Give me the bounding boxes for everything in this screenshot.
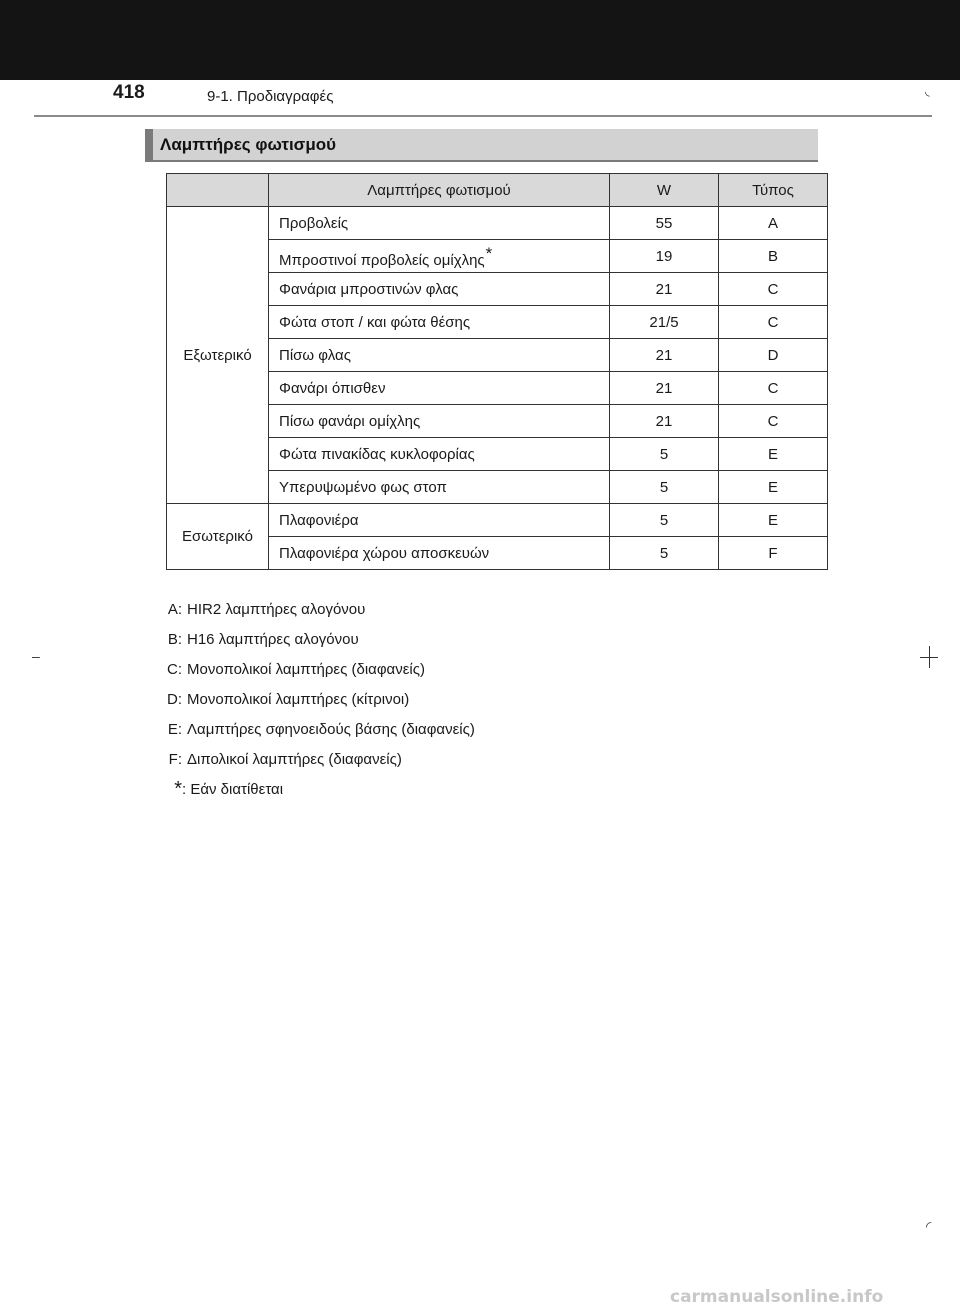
bulb-name: Πλαφονιέρα χώρου αποσκευών [279, 544, 490, 562]
crop-mark-bottom-right: ◜ [926, 1218, 932, 1234]
type-cell: E [719, 438, 828, 471]
wattage-cell: 55 [610, 207, 719, 240]
chapter-title: 9-1. Προδιαγραφές [207, 88, 334, 105]
legend-key: E: [167, 720, 182, 738]
legend-item [160, 744, 475, 774]
type-cell: F [719, 537, 828, 570]
bulb-spec-table [166, 173, 828, 570]
legend-text: HIR2 λαμπτήρες αλογόνου [187, 600, 366, 618]
wattage-cell: 21/5 [610, 306, 719, 339]
type-cell: D [719, 339, 828, 372]
type-cell: C [719, 372, 828, 405]
legend-text: H16 λαμπτήρες αλογόνου [187, 630, 359, 648]
type-cell: C [719, 306, 828, 339]
bulb-name: Προβολείς [279, 214, 349, 232]
crop-mark-top-right: ◟ [925, 84, 930, 98]
bulb-name-cell [269, 240, 610, 273]
bulb-name: Πίσω φανάρι ομίχλης [279, 412, 421, 430]
table-header-row [167, 174, 828, 207]
bulb-name-cell [269, 537, 610, 570]
type-cell: A [719, 207, 828, 240]
group-label-cell: Εσωτερικό [167, 504, 269, 570]
bulb-name-cell [269, 372, 610, 405]
type-cell: C [719, 273, 828, 306]
bulb-name: Φώτα στοπ / και φώτα θέσης [279, 313, 471, 331]
footnote-item [160, 774, 475, 804]
wattage-cell: 21 [610, 372, 719, 405]
page-number: 418 [113, 82, 145, 103]
wattage-cell: 5 [610, 471, 719, 504]
section-divider [145, 160, 818, 162]
bulb-name: Φανάρια μπροστινών φλας [279, 280, 459, 298]
legend-text: Διπολικοί λαμπτήρες (διαφανείς) [187, 750, 402, 768]
legend-item [160, 654, 475, 684]
header-cell-location [167, 174, 269, 207]
bulb-name-cell [269, 471, 610, 504]
bulb-name: Πλαφονιέρα [279, 511, 359, 529]
legend-key: B: [167, 630, 182, 648]
legend-key: F: [168, 750, 182, 768]
section-heading-text: Λαμπτήρες φωτισμού [160, 135, 336, 154]
legend-item [160, 594, 475, 624]
footnote-marker: * [485, 243, 493, 263]
legend-text: Μονοπολικοί λαμπτήρες (διαφανείς) [187, 660, 425, 678]
legend-text: Λαμπτήρες σφηνοειδούς βάσης (διαφανείς) [187, 720, 475, 738]
wattage-cell: 21 [610, 339, 719, 372]
type-cell: B [719, 240, 828, 273]
legend-item [160, 624, 475, 654]
bulb-name: Υπερυψωμένο φως στοπ [279, 478, 447, 496]
bulb-name-cell [269, 438, 610, 471]
wattage-cell: 19 [610, 240, 719, 273]
legend-notes [160, 594, 475, 804]
table-row [167, 207, 828, 240]
wattage-cell: 5 [610, 504, 719, 537]
type-cell: E [719, 504, 828, 537]
section-heading-accent [145, 129, 153, 162]
table-row [167, 504, 828, 537]
header-cell-type: Τύπος [719, 174, 828, 207]
type-cell: C [719, 405, 828, 438]
bulb-name-cell [269, 405, 610, 438]
header-cell-bulb: Λαμπτήρες φωτισμού [269, 174, 610, 207]
legend-item [160, 714, 475, 744]
legend-key: A: [167, 600, 182, 618]
header-cell-watt: W [610, 174, 719, 207]
bulb-name-cell [269, 306, 610, 339]
bulb-name: Φώτα πινακίδας κυκλοφορίας [279, 445, 475, 463]
bulb-name: Μπροστινοί προβολείς ομίχλης [279, 251, 485, 269]
header-divider [34, 115, 932, 117]
wattage-cell: 5 [610, 438, 719, 471]
top-black-band [0, 0, 960, 80]
wattage-cell: 21 [610, 405, 719, 438]
type-cell: E [719, 471, 828, 504]
legend-key: D: [167, 690, 182, 708]
bulb-name-cell [269, 504, 610, 537]
watermark: carmanualsonline.info [670, 1287, 884, 1307]
wattage-cell: 5 [610, 537, 719, 570]
crop-mark-left: – [32, 648, 40, 664]
section-heading [145, 129, 818, 162]
wattage-cell: 21 [610, 273, 719, 306]
legend-text: Μονοπολικοί λαμπτήρες (κίτρινοι) [187, 690, 410, 708]
bulb-name-cell [269, 339, 610, 372]
bulb-name: Φανάρι όπισθεν [279, 379, 386, 397]
group-label-cell: Εξωτερικό [167, 207, 269, 504]
bulb-name-cell [269, 273, 610, 306]
footnote-text: : Εάν διατίθεται [182, 780, 284, 798]
registration-mark-v [929, 646, 930, 668]
bulb-name-cell [269, 207, 610, 240]
legend-key: C: [167, 660, 182, 678]
footnote-symbol: * [174, 778, 182, 800]
bulb-name: Πίσω φλας [279, 346, 351, 364]
legend-item [160, 684, 475, 714]
